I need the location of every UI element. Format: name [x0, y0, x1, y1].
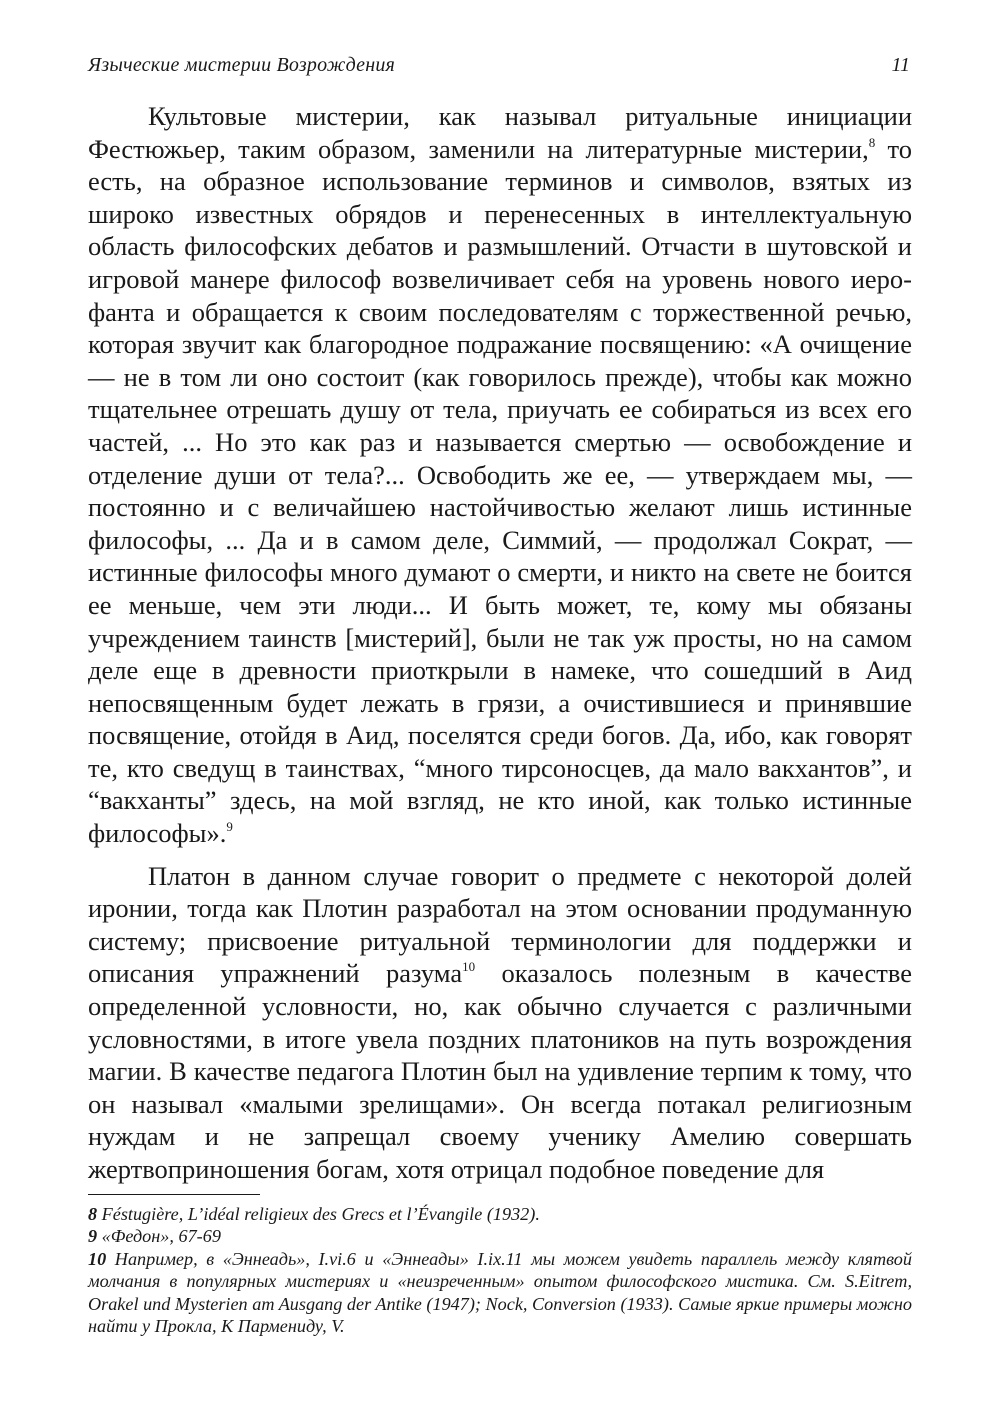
- paragraph-2: [88, 860, 912, 1186]
- running-title: Языческие мистерии Возрождения: [88, 54, 396, 76]
- footnote-ref-9: 9: [226, 819, 233, 835]
- footnote-ref-10: 10: [462, 959, 476, 975]
- footnote-divider: [88, 1194, 260, 1195]
- footnotes: [88, 1203, 912, 1338]
- footnote-8: [88, 1203, 912, 1226]
- paragraph-1: [88, 100, 912, 850]
- paragraph-text: Платон в данном случае говорит о предмете с некоторой долей иронии, тогда как Плотин разработал на этом основании продуманную систему; присвоение ритуальной терминологии для поддержки и описания упражнений разума: [88, 860, 912, 989]
- paragraph-text: Культовые мистерии, как называл ритуальные инициации Фестюжьер, таким образом, заменили на литературные мистерии,: [88, 101, 912, 164]
- paragraph-text: оказалось полезным в качестве определенной условности, но, как обычно случается с различными условностями, в итоге увела поздних платоников на путь возрождения магии. В качестве педагога Плотин был на удивление терпим к тому, что он называл «малыми зрелищами». Он всегда потакал религиозным нуждам и не запрещал своему ученику Амелию совершать жертвоприношения богам, хотя отрицал подобное поведение для: [88, 958, 912, 1184]
- document-page: [88, 52, 912, 1338]
- body-text: [88, 100, 912, 1186]
- footnote-ref-8: 8: [868, 134, 876, 150]
- footnote-9: [88, 1225, 912, 1248]
- page-number: 11: [891, 54, 910, 76]
- footnote-text: Féstugière, L’idéal religieux des Grecs et l’Évangile (1932).: [97, 1203, 540, 1224]
- footnote-text: «Федон», 67-69: [97, 1226, 221, 1247]
- footnote-10: [88, 1248, 912, 1338]
- running-header: [88, 52, 912, 78]
- footnote-number: 10: [88, 1248, 107, 1269]
- footnote-text: Например, в «Эннеадь», I.vi.6 и «Эннеады» I.ix.11 мы можем увидеть параллель между клятвой молчания в популярных мистериях и «неизреченным» опытом философского мистика. См. S.Eitrem, Orakel und Mysterien am Ausgang der Antike (1947); Nock, Conversion (1933). Самые яркие примеры можно найти у Прокла, К Пармениду, V.: [88, 1248, 912, 1337]
- footnote-number: 8: [88, 1203, 98, 1224]
- footnote-number: 9: [88, 1226, 98, 1247]
- paragraph-text: то есть, на образное использование терминов и символов, взятых из широко известных обрядов и перенесенных в интеллектуальную область философских дебатов и размышлений. Отчасти в шутовской и игровой манере философ возвеличивает себя на уровень нового иерофанта и обращается к своим последователям с торжественной речью, которая звучит как благородное подражание посвящению: «А очищение — не в том ли оно состоит (как говорилось прежде), чтобы как можно тщательнее отрешать душу от тела, приучать ее собираться из всех его частей, ... Но это как раз и называется смертью — освобождение и отделение души от тела?... Освободить же ее, — утверждаем мы, — постоянно и с величайшею настойчивостью желают лишь истинные философы, ... Да и в самом деле, Симмий, — продолжал Сократ, — истинные философы много думают о смерти, и никто на свете не боится ее меньше, чем эти люди... И быть может, те, кому мы обязаны учреждением таинств [мистерий], были не так уж просты, но на самом деле еще в древности приоткрыли в намеке, что сошедший в Аид непосвященным будет лежать в грязи, а очистившиеся и принявшие посвящение, отойдя в Аид, поселятся среди богов. Да, ибо, как говорят те, кто сведущ в таинствах, “много тирсоносцев, да мало вакхантов”, и “вакханты” здесь, на мой взгляд, не кто иной, как только истинные философы».: [88, 133, 913, 849]
